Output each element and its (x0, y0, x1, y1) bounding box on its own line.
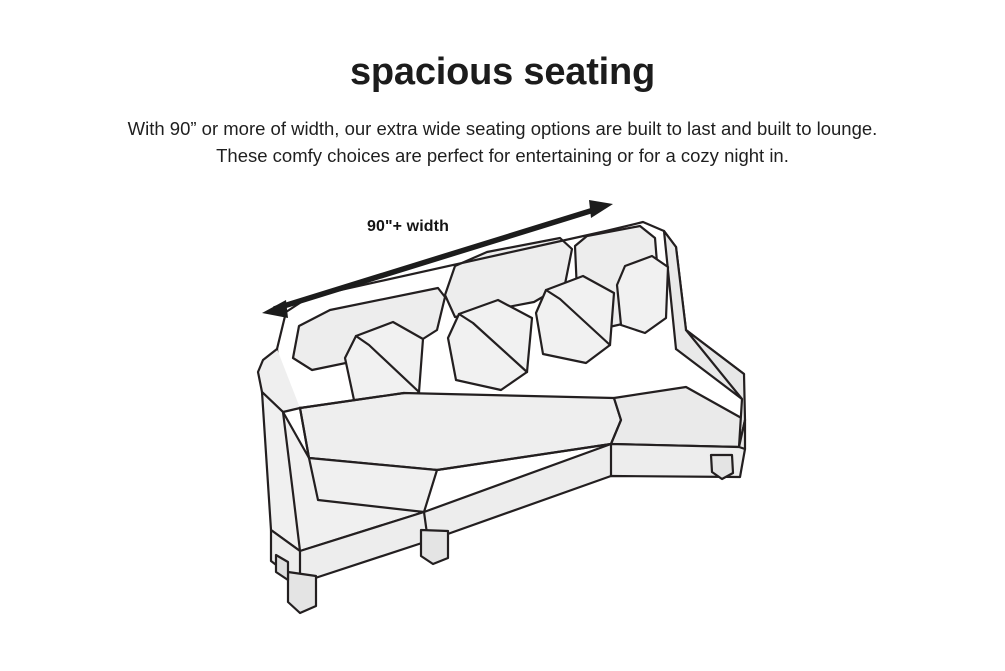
page-title: spacious seating (349, 51, 656, 93)
throw-pillow-3 (536, 276, 614, 363)
arrow-head-right (589, 200, 613, 218)
arrow-head-left (262, 300, 288, 318)
width-dimension-label: 90"+ width (367, 218, 449, 235)
seat-cushion-right (611, 387, 745, 447)
throw-pillow-4 (617, 256, 668, 333)
description-line-1: With 90” or more of width, our extra wide seating options are built to last and built to lounge. (127, 118, 878, 139)
description-line-2: These comfy choices are perfect for entertaining or for a cozy night in. (216, 145, 789, 167)
throw-pillow-2 (448, 300, 532, 390)
foot-front-right (421, 530, 448, 564)
foot-front-left (288, 572, 316, 613)
